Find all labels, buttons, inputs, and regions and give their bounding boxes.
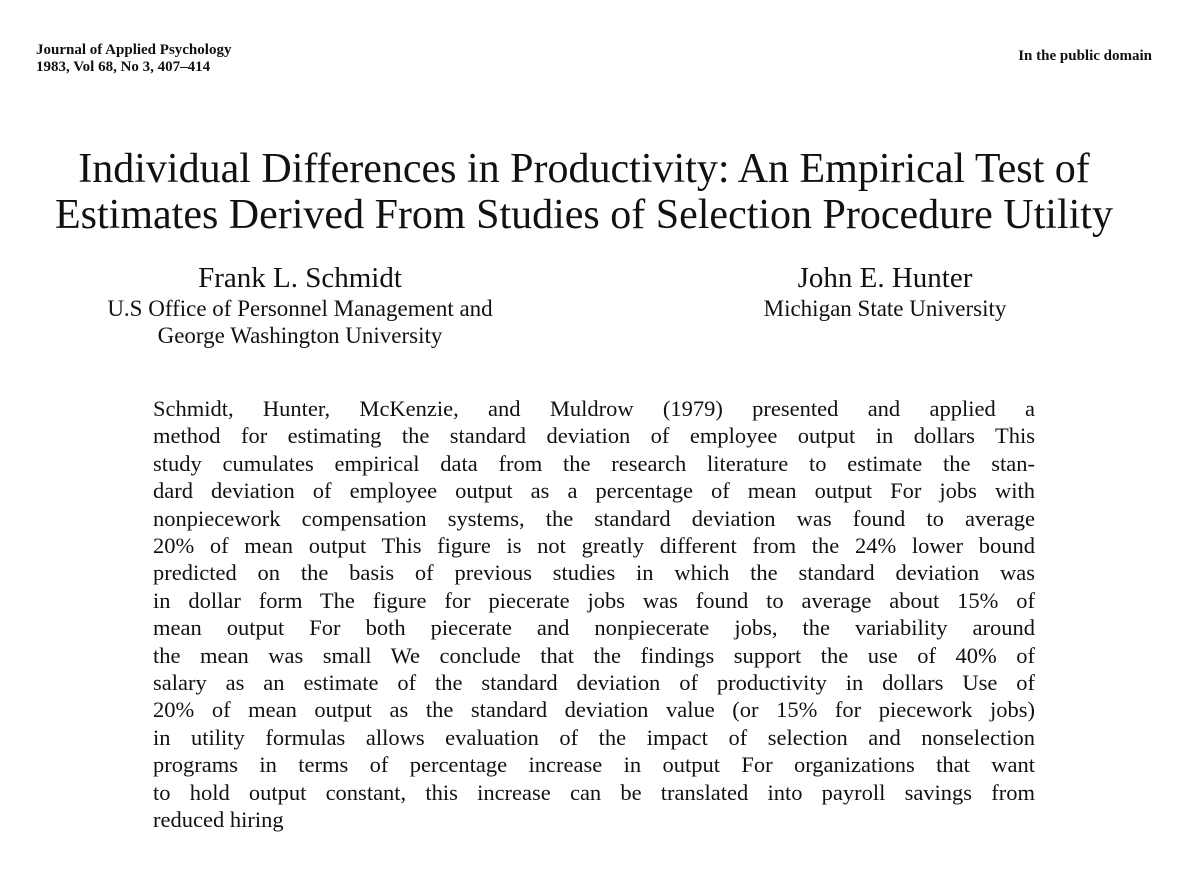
author-name: John E. Hunter — [797, 262, 973, 294]
abstract-line: Schmidt, Hunter, McKenzie, and Muldrow (1979) presented and applied a — [153, 396, 1035, 421]
paper-title — [0, 146, 1168, 238]
abstract-line: programs in terms of percentage increase in output For organizations that want — [153, 752, 1035, 778]
journal-citation — [36, 42, 231, 76]
journal-name: Journal of Applied Psychology — [36, 42, 232, 58]
abstract-line: method for estimating the standard deviation of employee output in dollars This — [153, 423, 1035, 449]
abstract-line: study cumulates empirical data from the research literature to estimate the stan- — [153, 450, 1035, 476]
author-affiliation: Michigan State University — [763, 296, 1007, 321]
author-name: Frank L. Schmidt — [198, 262, 402, 294]
abstract-line: salary as an estimate of the standard deviation of productivity in dollars Use of — [153, 670, 1035, 696]
journal-issue: 1983, Vol 68, No 3, 407–414 — [36, 59, 211, 75]
abstract-line: nonpiecework compensation systems, the standard deviation was found to average — [153, 505, 1035, 531]
title-line: Individual Differences in Productivity: An Empirical Test of — [78, 146, 1090, 192]
abstract-line: the mean was small We conclude that the findings support the use of 40% of — [153, 642, 1035, 668]
title-line: Estimates Derived From Studies of Selection Procedure Utility — [55, 192, 1113, 238]
author-affiliation: U.S Office of Personnel Management and — [107, 296, 493, 321]
abstract-line: in utility formulas allows evaluation of the impact of selection and nonselection — [153, 724, 1035, 750]
rights-notice: In the public domain — [1018, 48, 1152, 64]
abstract-line: 20% of mean output This figure is not greatly different from the 24% lower bound — [153, 533, 1035, 559]
abstract-line: mean output For both piecerate and nonpiecerate jobs, the variability around — [153, 615, 1035, 641]
abstract-line: dard deviation of employee output as a percentage of mean output For jobs with — [153, 478, 1035, 504]
abstract-line: to hold output constant, this increase can be translated into payroll savings from — [153, 779, 1035, 805]
abstract — [153, 395, 1035, 834]
author-block-schmidt — [50, 262, 550, 349]
author-affiliation: George Washington University — [157, 323, 443, 348]
abstract-line: 20% of mean output as the standard deviation value (or 15% for piecework jobs) — [153, 697, 1035, 723]
abstract-line: reduced hiring — [153, 807, 284, 833]
author-block-hunter — [700, 262, 1070, 322]
abstract-line: predicted on the basis of previous studies in which the standard deviation was — [153, 560, 1035, 586]
abstract-line: in dollar form The figure for piecerate jobs was found to average about 15% of — [153, 587, 1035, 613]
